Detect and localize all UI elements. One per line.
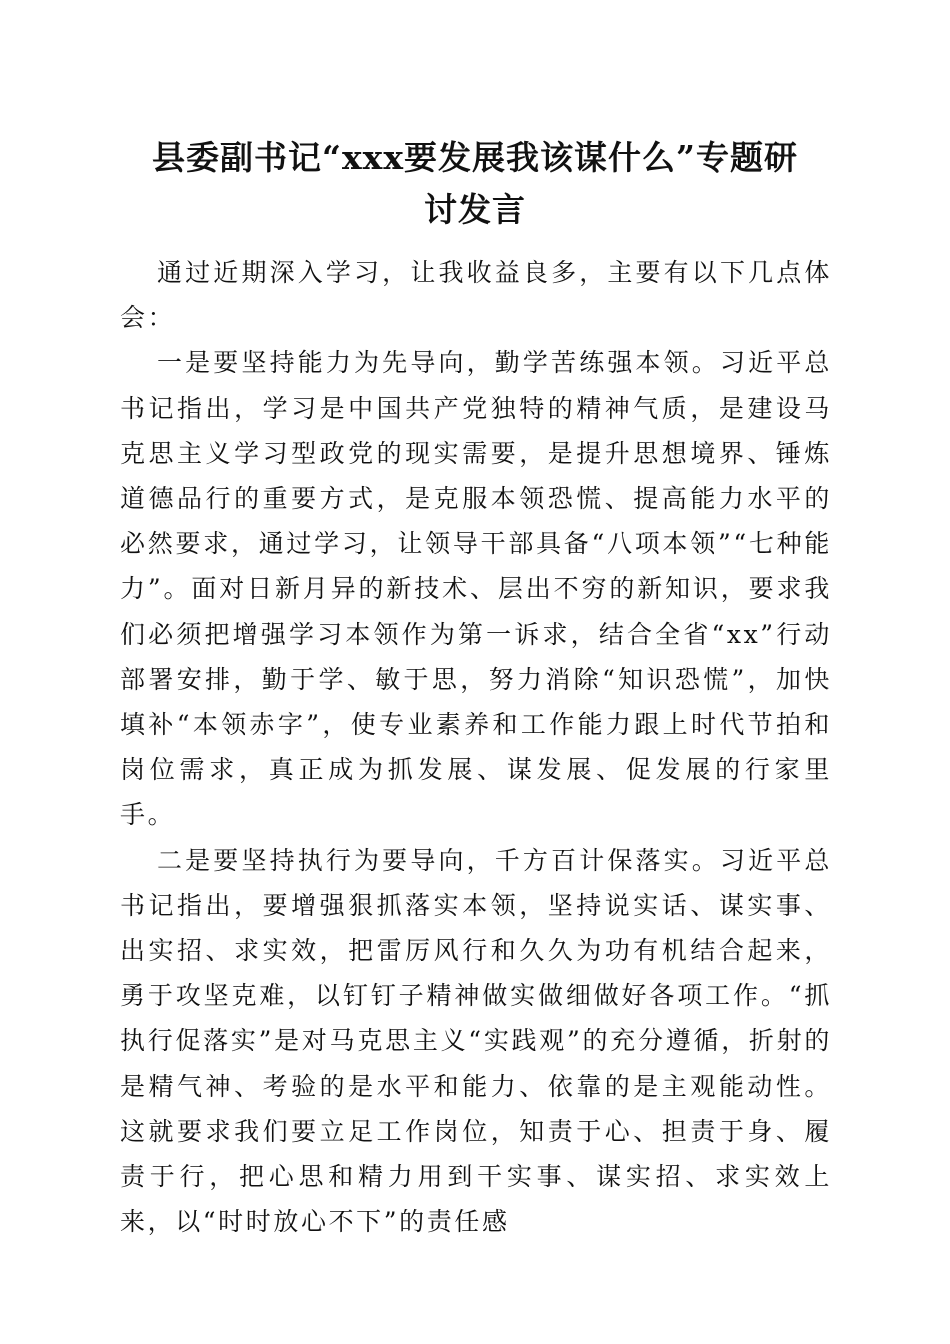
section-text-1: 习近平总书记指出，学习是中国共产党独特的精神气质，是建设马克思主义学习型政党的现实需要，是提升思想境界、锤炼道德品行的重要方式，是克服本领恐慌、提高能力水平的必然要求，通过学习，让领导干部具备“八项本领”“七种能力”。面对日新月异的新技术、层出不穷的新知识，要求我们必须把增强学习本领作为第一诉求，结合全省“xx”行动部署安排，勤于学、敏于思，努力消除“知识恐慌”，加快填补“本领赤字”，使专业素养和工作能力跟上时代节拍和岗位需求，真正成为抓发展、谋发展、促发展的行家里手。	[120, 348, 832, 830]
section-heading-1: 一是要坚持能力为先导向，勤学苦练强本领。	[157, 348, 720, 378]
title-line-1: 县委副书记“xxx要发展我该谋什么”专题研	[152, 138, 798, 177]
document-body	[120, 250, 832, 1244]
section-paragraph-2	[120, 838, 832, 1245]
title-line-2: 讨发言	[424, 190, 526, 229]
section-paragraph-1	[120, 340, 832, 837]
section-text-2: 习近平总书记指出，要增强狠抓落实本领，坚持说实话、谋实事、出实招、求实效，把雷厉风行和久久为功有机结合起来，勇于攻坚克难，以钉钉子精神做实做细做好各项工作。“抓执行促落实”是对马克思主义“实践观”的充分遵循，折射的是精气神、考验的是水平和能力、依靠的是主观能动性。这就要求我们要立足工作岗位，知责于心、担责于身、履责于行，把心思和精力用到干实事、谋实招、求实效上来，以“时时放心不下”的责任感	[120, 845, 832, 1237]
intro-paragraph: 通过近期深入学习，让我收益良多，主要有以下几点体会：	[120, 258, 832, 333]
document-title	[100, 132, 850, 236]
section-heading-2: 二是要坚持执行为要导向，千方百计保落实。	[157, 845, 720, 875]
